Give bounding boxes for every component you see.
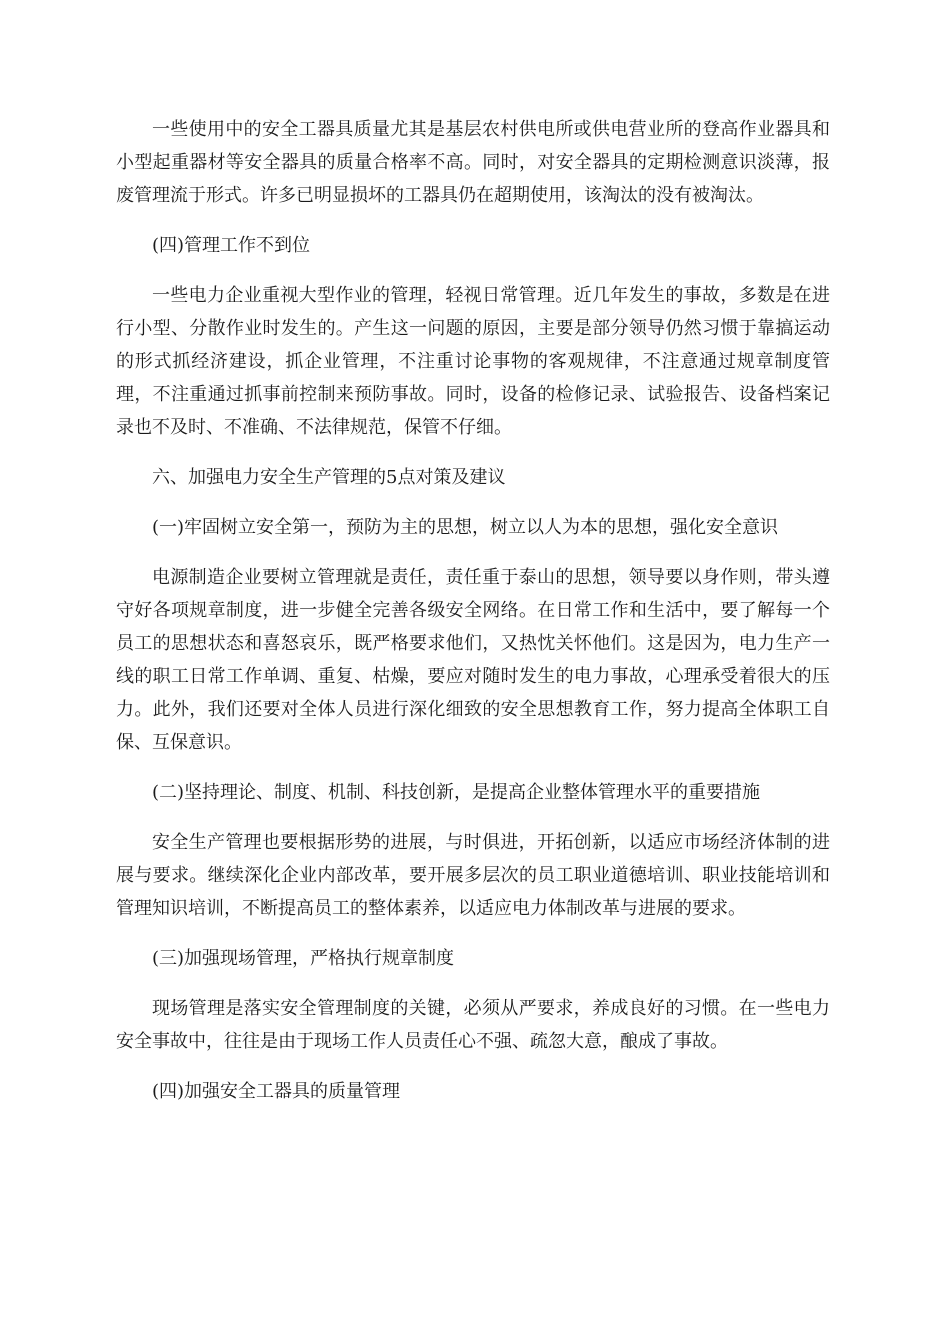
heading-site-management: (三)加强现场管理，严格执行规章制度	[152, 948, 455, 969]
heading-innovation: (二)坚持理论、制度、机制、科技创新，是提高企业整体管理水平的重要措施	[152, 782, 761, 803]
document-body	[116, 113, 830, 1125]
paragraph-daily-management: 一些电力企业重视大型作业的管理，轻视日常管理。近几年发生的事故，多数是在进行小型、分散作业时发生的。产生这一问题的原因，主要是部分领导仍然习惯于靠搞运动的形式抓经济建设，抓企业管理，不注重讨论事物的客观规律，不注意通过规章制度管理，不注重通过抓事前控制来预防事故。同时，设备的检修记录、试验报告、设备档案记录也不及时、不准确、不法律规范，保管不仔细。	[116, 285, 830, 438]
heading-tool-quality-management: (四)加强安全工器具的质量管理	[152, 1081, 401, 1102]
paragraph-tool-quality: 一些使用中的安全工器具质量尤其是基层农村供电所或供电营业所的登高作业器具和小型起重器材等安全器具的质量合格率不高。同时，对安全器具的定期检测意识淡薄，报废管理流于形式。许多已明显损坏的工器具仍在超期使用，该淘汰的没有被淘汰。	[116, 119, 830, 206]
heading-safety-first: (一)牢固树立安全第一，预防为主的思想，树立以人为本的思想，强化安全意识	[152, 517, 779, 538]
heading-section-six: 六、加强电力安全生产管理的5点对策及建议	[152, 467, 506, 488]
paragraph-site-management: 现场管理是落实安全管理制度的关键，必须从严要求，养成良好的习惯。在一些电力安全事故中，往往是由于现场工作人员责任心不强、疏忽大意，酿成了事故。	[116, 998, 830, 1052]
paragraph-innovation: 安全生产管理也要根据形势的进展，与时俱进，开拓创新，以适应市场经济体制的进展与要求。继续深化企业内部改革，要开展多层次的员工职业道德培训、职业技能培训和管理知识培训，不断提高员工的整体素养，以适应电力体制改革与进展的要求。	[116, 832, 830, 919]
heading-management-inadequate: (四)管理工作不到位	[152, 235, 311, 256]
paragraph-responsibility: 电源制造企业要树立管理就是责任，责任重于泰山的思想，领导要以身作则，带头遵守好各项规章制度，进一步健全完善各级安全网络。在日常工作和生活中，要了解每一个员工的思想状态和喜怒哀乐，既严格要求他们，又热忱关怀他们。这是因为，电力生产一线的职工日常工作单调、重复、枯燥，要应对随时发生的电力事故，心理承受着很大的压力。此外，我们还要对全体人员进行深化细致的安全思想教育工作，努力提高全体职工自保、互保意识。	[116, 567, 830, 753]
